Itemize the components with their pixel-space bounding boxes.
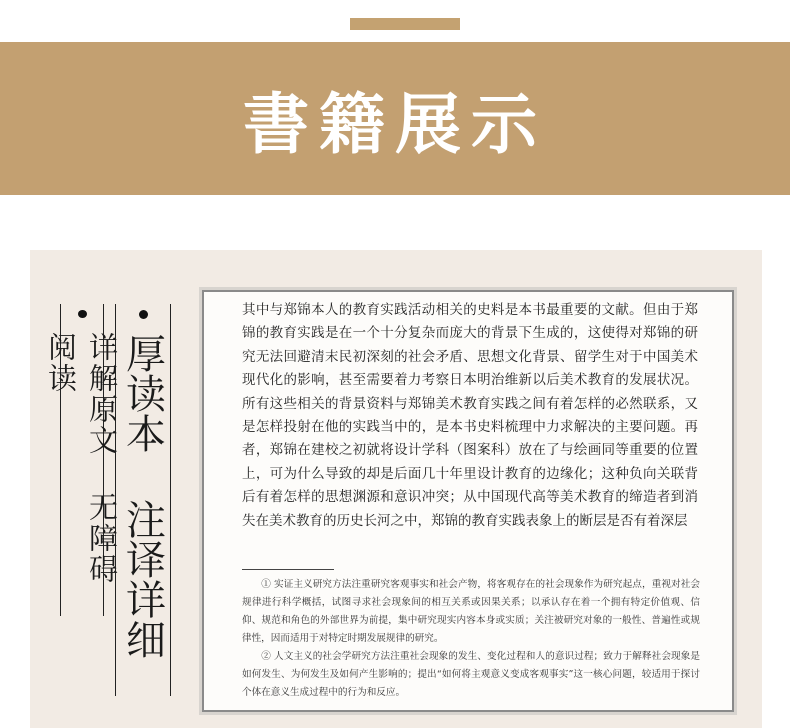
sidebar-column-big bbox=[115, 304, 171, 696]
footnotes bbox=[242, 576, 700, 702]
section-banner bbox=[0, 42, 790, 195]
banner-title: 書籍展示 bbox=[243, 85, 547, 163]
footnote-2: ② 人文主义的社会学研究方法注重社会现象的发生、变化过程和人的意识过程；致力于解释社会现象是如何发生、为何发生及如何产生影响的；提出“如何将主观意义变成客观事实”这一核心问题，较适用于探讨个体在意义生成过程中的行为和反应。 bbox=[242, 651, 700, 698]
bullet-dot-icon bbox=[139, 310, 148, 319]
footnote-rule bbox=[242, 569, 334, 570]
top-decor-tab bbox=[350, 18, 460, 30]
sidebar-column-small bbox=[44, 304, 119, 616]
book-page-sample bbox=[202, 290, 734, 712]
vertical-caption-small: 详解原文 无障碍阅读 bbox=[44, 332, 119, 586]
page-body-text: 其中与郑锦本人的教育实践活动相关的史料是本书最重要的文献。但由于郑锦的教育实践是在一个十分复杂而庞大的背景下生成的，这使得对郑锦的研究无法回避清末民初深刻的社会矛盾、思想文化背景、留学生对于中国美术现代化的影响，甚至需要着力考察日本明治维新以后美术教育的发展状况。所有这些相关的背景资料与郑锦美术教育实践之间有着怎样的必然联系，又是怎样投射在他的实践当中的，是本书史料梳理中力求解决的主要问题。再者，郑锦在建校之初就将设计学科（图案科）放在了与绘画同等重要的位置上，可为什么导致的却是后面几十年里设计教育的边缘化；这种负向关联背后有着怎样的思想渊源和意识冲突；从中国现代高等美术教育的缔造者到消失在美术教育的历史长河之中，郑锦的教育实践表象上的断层是否有着深层 bbox=[242, 302, 698, 529]
bullet-dot-icon bbox=[78, 310, 87, 318]
vertical-caption-big: 厚读本 注译详细 bbox=[119, 333, 166, 659]
footnote-1: ① 实证主义研究方法注重研究客观事实和社会产物，将客观存在的社会现象作为研究起点，重视对社会规律进行科学概括，试图寻求社会现象间的相互关系或因果关系；以承认存在着一个拥有特定价值观、信仰、规范和角色的外部世界为前提，集中研究现实内容本身或实质；关注被研究对象的一般性、普遍性或规律性，因而适用于对特定时期发展规律的研究。 bbox=[242, 579, 700, 644]
